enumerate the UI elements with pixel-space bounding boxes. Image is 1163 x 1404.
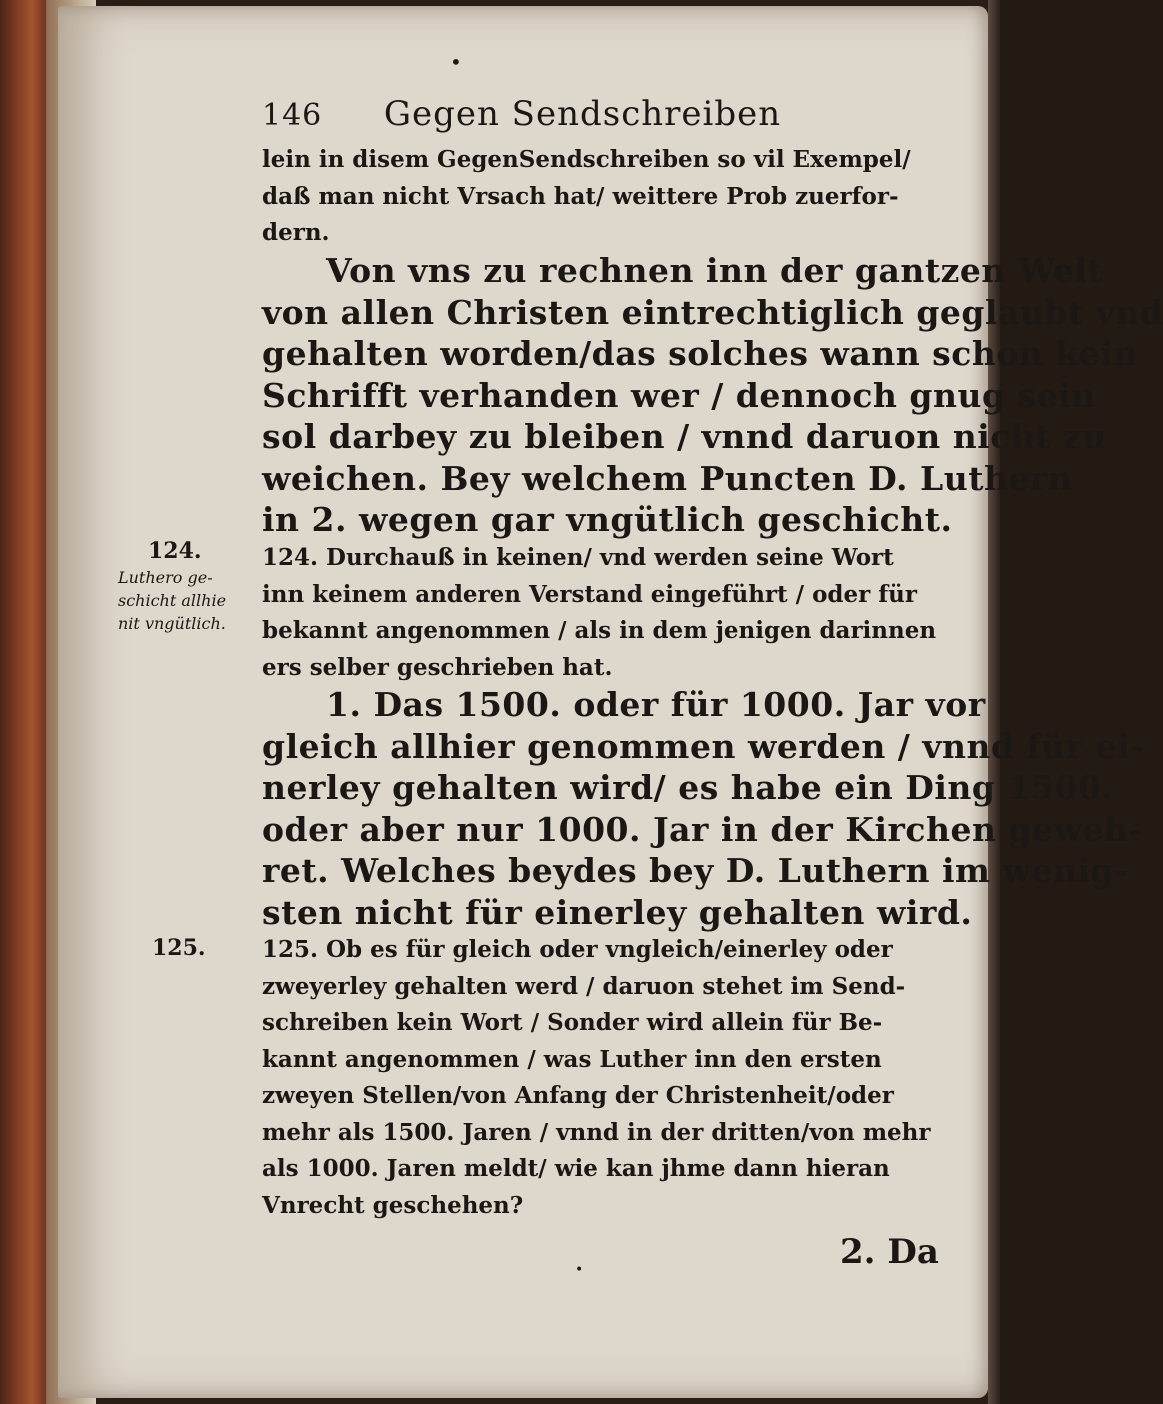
text-line: 1. Das 1500. oder für 1000. Jar vor [326, 685, 986, 724]
margin-note-number: 125. [152, 935, 206, 961]
text-line: 125. Ob es für gleich oder vngleich/einerley oder [262, 936, 893, 963]
bottom-dot-mark: • [575, 1262, 584, 1278]
text-line: Von vns zu rechnen inn der gantzen Welt [326, 251, 1103, 290]
paragraph-125 [262, 932, 931, 1224]
margin-note-line: nit vngütlich. [118, 614, 226, 633]
paragraph-large-quote [262, 250, 1163, 541]
text-line: Schrifft verhanden wer / dennoch gnug sein [262, 375, 1096, 415]
running-header [262, 94, 882, 134]
margin-note-125 [152, 935, 206, 961]
text-line: lein in disem GegenSendschreiben so vil Exempel/ [262, 146, 911, 173]
text-line: von allen Christen eintrechtiglich geglaubt vnd [262, 292, 1163, 332]
text-line: dern. [262, 219, 330, 246]
paragraph-124 [262, 540, 936, 686]
text-line: in 2. wegen gar vngütlich geschicht. [262, 500, 953, 539]
text-line: gehalten worden/das solches wann schon kein [262, 334, 1138, 373]
paragraph-large-quote-2 [262, 684, 1144, 933]
text-line: inn keinem anderen Verstand eingeführt / oder für [262, 580, 918, 608]
text-line: mehr als 1500. Jaren / vnnd in der dritten/von mehr [262, 1118, 931, 1146]
text-line: zweyen Stellen/von Anfang der Christenheit/oder [262, 1082, 894, 1109]
text-line: oder aber nur 1000. Jar in der Kirchen geweh- [262, 809, 1143, 849]
printer-dot-mark: • [450, 50, 462, 74]
text-line: schreiben kein Wort / Sonder wird allein für Be- [262, 1009, 883, 1036]
margin-note-124 [118, 538, 227, 635]
book-edge-binding [0, 0, 46, 1404]
running-title: Gegen Sendschreiben [383, 94, 782, 134]
margin-note-line: Luthero ge- [118, 568, 213, 587]
text-line: daß man nicht Vrsach hat/ weittere Prob zuerfor- [262, 182, 899, 210]
text-line: ers selber geschrieben hat. [262, 653, 613, 681]
text-line: zweyerley gehalten werd / daruon stehet im Send- [262, 972, 906, 1000]
margin-note-text [118, 566, 226, 635]
text-line: sol darbey zu bleiben / vnnd daruon nicht zu [262, 417, 1107, 456]
text-line: als 1000. Jaren meldt/ wie kan jhme dann hieran [262, 1155, 890, 1182]
text-line: sten nicht für einerley gehalten wird. [262, 892, 973, 932]
text-line: 124. Durchauß in keinen/ vnd werden seine Wort [262, 544, 894, 571]
text-line: Vnrecht geschehen? [262, 1191, 524, 1219]
margin-note-number: 124. [148, 538, 202, 564]
text-line: ret. Welches beydes bey D. Luthern im wenig- [262, 851, 1129, 890]
catchword: 2. Da [840, 1232, 939, 1272]
paragraph-continuation [262, 142, 911, 252]
page-number: 146 [262, 98, 323, 133]
text-line: bekannt angenommen / als in dem jenigen darinnen [262, 617, 937, 644]
text-line: nerley gehalten wird/ es habe ein Ding 1500. [262, 768, 1114, 807]
margin-note-line: schicht allhie [118, 591, 227, 610]
text-line: kannt angenommen / was Luther inn den ersten [262, 1045, 882, 1073]
text-line: gleich allhier genommen werden / vnnd für ei- [262, 726, 1145, 766]
text-line: weichen. Bey welchem Puncten D. Luthern [262, 458, 1073, 498]
